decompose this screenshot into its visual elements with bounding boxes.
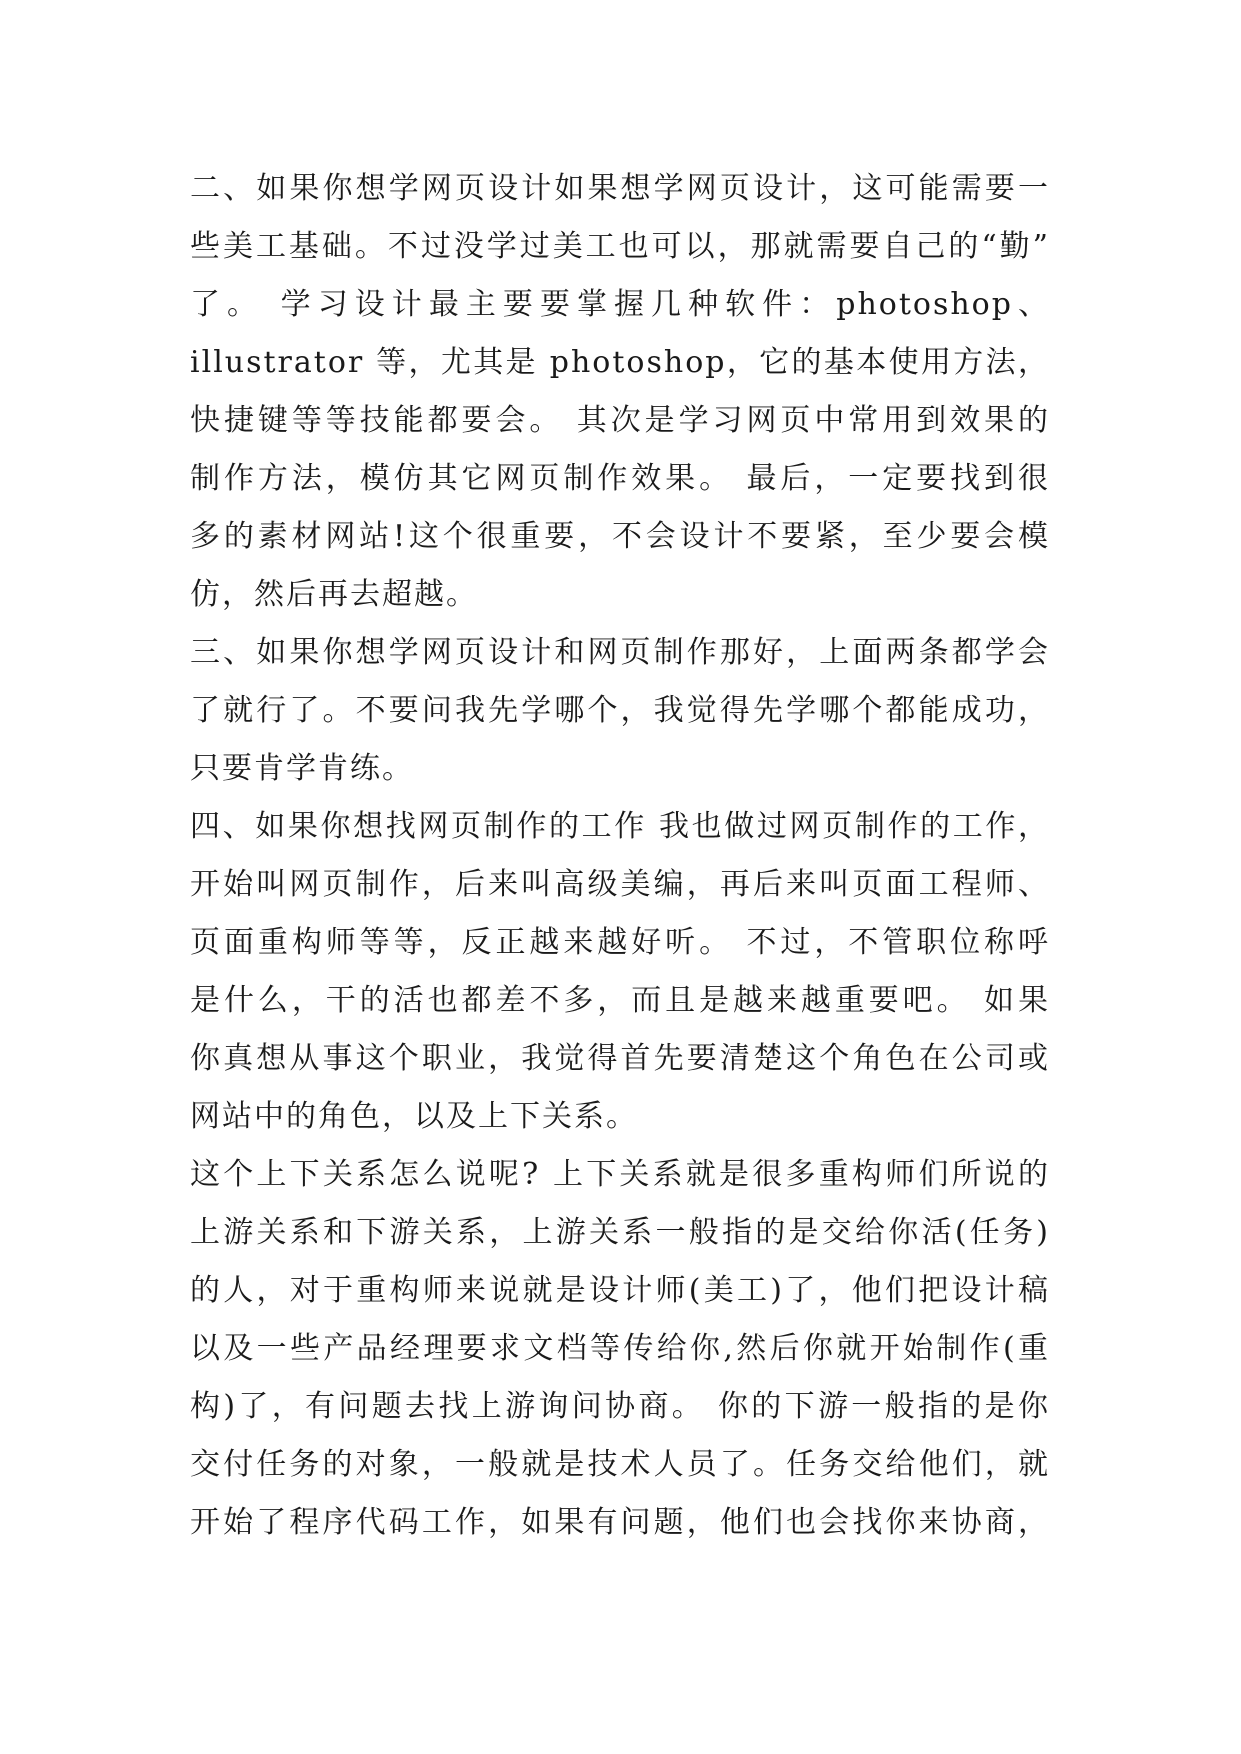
- text-line: 的人，对于重构师来说就是设计师(美工)了，他们把设计稿: [190, 1273, 1050, 1308]
- body-text: [190, 160, 1050, 1552]
- text-line: 这个上下关系怎么说呢? 上下关系就是很多重构师们所说的: [190, 1157, 1050, 1192]
- text-line: 构)了，有问题去找上游询问协商。 你的下游一般指的是你: [190, 1389, 1050, 1424]
- text-line: 制作方法，模仿其它网页制作效果。 最后，一定要找到很: [190, 461, 1050, 496]
- text-line: 多的素材网站!这个很重要，不会设计不要紧，至少要会模: [190, 519, 1050, 554]
- text-line: illustrator 等，尤其是 photoshop，它的基本使用方法，: [190, 345, 1050, 380]
- text-line: 些美工基础。不过没学过美工也可以，那就需要自己的“勤”: [190, 229, 1050, 264]
- text-line: 开始叫网页制作，后来叫高级美编，再后来叫页面工程师、: [190, 867, 1050, 902]
- text-line: 只要肯学肯练。: [190, 751, 414, 786]
- text-line: 四、如果你想找网页制作的工作 我也做过网页制作的工作，: [190, 809, 1050, 844]
- text-line: 是什么，干的活也都差不多，而且是越来越重要吧。 如果: [190, 983, 1050, 1018]
- text-line: 开始了程序代码工作，如果有问题，他们也会找你来协商，: [190, 1505, 1050, 1540]
- text-line: 了就行了。不要问我先学哪个，我觉得先学哪个都能成功，: [190, 693, 1050, 728]
- text-line: 快捷键等等技能都要会。 其次是学习网页中常用到效果的: [190, 403, 1050, 438]
- text-line: 你真想从事这个职业，我觉得首先要清楚这个角色在公司或: [190, 1041, 1050, 1076]
- text-line: 网站中的角色，以及上下关系。: [190, 1099, 638, 1134]
- text-line: 二、如果你想学网页设计如果想学网页设计，这可能需要一: [190, 171, 1050, 206]
- text-line: 交付任务的对象，一般就是技术人员了。任务交给他们，就: [190, 1447, 1050, 1482]
- text-line: 了。 学习设计最主要要掌握几种软件：photoshop、: [190, 287, 1050, 322]
- text-line: 仿，然后再去超越。: [190, 577, 478, 612]
- text-line: 页面重构师等等，反正越来越好听。 不过，不管职位称呼: [190, 925, 1050, 960]
- text-line: 以及一些产品经理要求文档等传给你,然后你就开始制作(重: [190, 1331, 1050, 1366]
- text-line: 三、如果你想学网页设计和网页制作那好，上面两条都学会: [190, 635, 1050, 670]
- text-line: 上游关系和下游关系，上游关系一般指的是交给你活(任务): [190, 1215, 1050, 1250]
